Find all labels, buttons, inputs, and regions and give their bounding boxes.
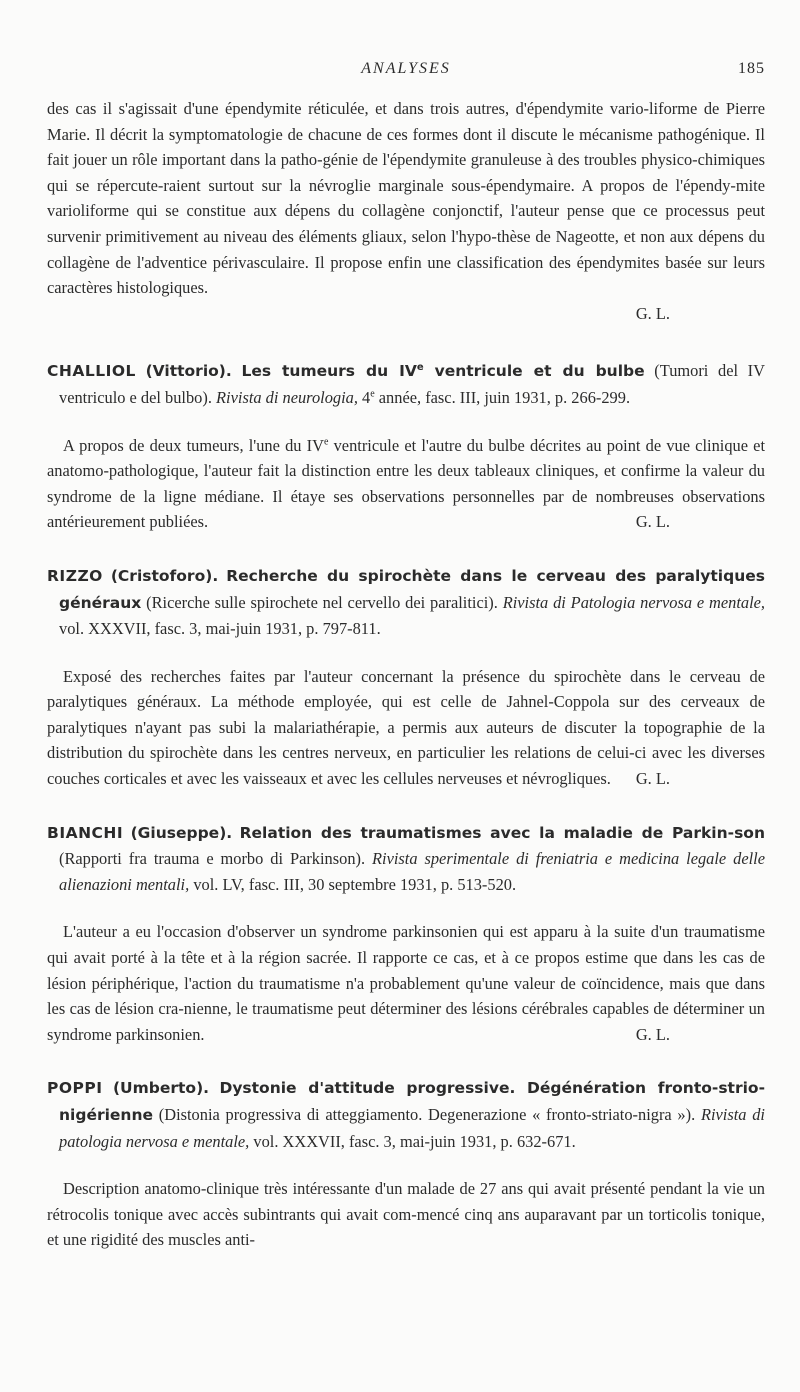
citation xyxy=(47,820,765,898)
author-firstname: (Vittorio). xyxy=(145,362,232,381)
page-number: 185 xyxy=(738,60,765,77)
signature: G. L. xyxy=(635,303,670,323)
citation xyxy=(47,358,765,410)
author-firstname: (Cristoforo). xyxy=(110,566,219,585)
review-body: Exposé des recherches faites par l'auteur concernant la présence du spirochète dans le cerveau de paralytiques généraux. La méthode employée, qui est celle de Jahnel-Coppola sur des cerveaux de paralytiques n'ayant pas subi la malariathérapie, a permis aux auteurs de discuter la topographie de la distribution du spirochète dans les centres nerveux, en particulier les relations de celui-ci avec les diverses couches corticales et avec les vaisseaux et avec les cellules nerveuses et névrogliques. G. L. xyxy=(47,664,765,792)
publication-details: vol. XXXVII, fasc. 3, mai-juin 1931, p. 632-671. xyxy=(249,1131,576,1151)
journal-name: Rivista di neurologia, xyxy=(216,387,358,407)
content xyxy=(47,96,765,1253)
intro-text: des cas il s'agissait d'une épendymite réticulée, et dans trois autres, d'épendymite vario-liforme de Pierre Marie. Il décrit la symptomatologie de chacune de ces formes dont il discute le mécanisme pathogénique. Il fait jouer un rôle important dans la patho-génie de l'épendymite granuleuse à des troubles physico-chimiques qui se répercute-raient surtout sur la névroglie marginale sous-épendymaire. A propos de l'épendy-mite varioliforme qui se constitue aux dépens du collagène conjonctif, l'auteur pense que ce processus peut survenir primitivement au niveau des éléments gliaux, selon l'hypo-thèse de Nageotte, et non aux dépens du collagène de l'adventice périvasculaire. Il propose enfin une classification des épendymites basée sur leurs caractères histologiques. xyxy=(47,99,765,298)
original-title: (Ricerche sulle spirochete nel cervello dei paralitici). xyxy=(141,592,498,612)
running-head xyxy=(47,60,765,82)
journal-name: Rivista sperimentale di freniatria e medicina legale delle alienazioni mentali, xyxy=(59,849,765,894)
review-entry xyxy=(47,820,765,1048)
author-firstname: (Giuseppe). xyxy=(130,823,233,842)
signature: G. L. xyxy=(635,512,670,532)
review-entry xyxy=(47,358,765,535)
original-title: (Tumori del IV ventriculo e del bulbo). xyxy=(59,361,765,407)
review-body: A propos de deux tumeurs, l'une du IVe ventricule et l'autre du bulbe décrites au point de vue clinique et anatomo-pathologique, l'auteur fait la distinction entre les deux tableaux cliniques, et confirme la valeur du syndrome de la ligne médiane. Il étaye ses observations personnelles par de nombreuses observations antérieurement publiées. G. L. xyxy=(47,433,765,535)
publication-details: vol. XXXVII, fasc. 3, mai-juin 1931, p. 797-811. xyxy=(59,619,381,639)
intro-paragraph xyxy=(47,96,765,301)
article-title: Les tumeurs du IVe ventricule et du bulbe xyxy=(241,362,645,381)
journal-name: Rivista di Patologia nervosa e mentale, xyxy=(502,592,766,612)
article-title: Recherche du spirochète dans le cerveau des paralytiques généraux xyxy=(59,566,765,612)
citation xyxy=(47,1075,765,1154)
citation xyxy=(47,563,765,642)
publication-details: vol. LV, fasc. III, 30 septembre 1931, p. 513-520. xyxy=(189,874,517,894)
signature: G. L. xyxy=(635,1024,670,1044)
article-title: Relation des traumatismes avec la maladie de Parkin-son xyxy=(239,823,765,842)
author-name: CHALLIOL xyxy=(47,362,136,381)
review-body: Description anatomo-clinique très intéressante d'un malade de 27 ans qui avait présenté pendant la vie un rétrocolis tonique avec accès subintrants qui avait com-mencé cinq ans auparavant par un torticolis tonique, et une rigidité des muscles anti- xyxy=(47,1179,765,1250)
author-firstname: (Umberto). xyxy=(112,1079,210,1098)
publication-details: 4e année, fasc. III, juin 1931, p. 266-299. xyxy=(357,387,631,407)
signature: G. L. xyxy=(635,769,670,789)
author-name: RIZZO xyxy=(47,566,103,585)
author-name: BIANCHI xyxy=(47,823,124,842)
journal-name: Rivista di patologia nervosa e mentale, xyxy=(59,1105,765,1151)
review-entry xyxy=(47,563,765,792)
review-body: L'auteur a eu l'occasion d'observer un syndrome parkinsonien qui est apparu à la suite d'un traumatisme qui avait porté à la tête et à la région sacrée. Il rapporte ce cas, et à ce propos estime que dans les cas de lésion périphérique, l'action du traumatisme n'a probablement qu'une valeur de coïncidence, mais que dans les cas de lésion cra-nienne, le traumatisme peut déterminer des lésions cérébrales capables de déterminer un syndrome parkinsonien. G. L. xyxy=(47,919,765,1047)
running-title: ANALYSES xyxy=(361,60,451,77)
review-entry xyxy=(47,1075,765,1253)
author-name: POPPI xyxy=(47,1079,103,1098)
article-title: Dystonie d'attitude progressive. Dégénération fronto-strio-nigérienne xyxy=(59,1079,766,1124)
original-title: (Rapporti fra trauma e morbo di Parkinson). xyxy=(59,849,366,869)
original-title: (Distonia progressiva di atteggiamento. Degenerazione « fronto-striato-nigra »). xyxy=(153,1105,696,1124)
